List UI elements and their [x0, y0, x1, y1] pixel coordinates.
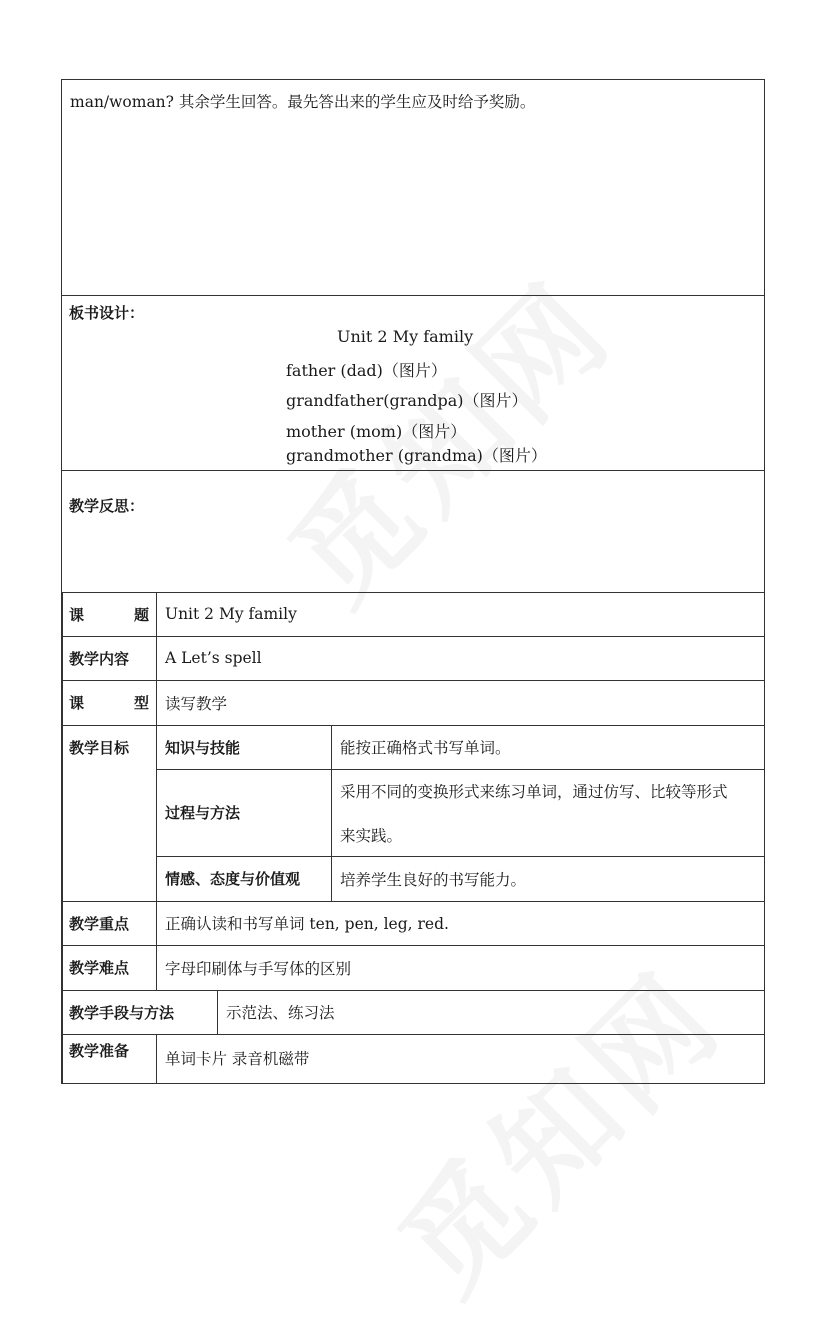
methods-value: 示范法、练习法 [226, 1004, 335, 1022]
objective-knowledge-label: 知识与技能 [165, 738, 241, 757]
board-design-title: Unit 2 My family [337, 327, 474, 346]
key-points-value: 正确认读和书写单词 ten, pen, leg, red. [165, 915, 449, 933]
activity-text: man/woman? 其余学生回答。最先答出来的学生应及时给予奖励。 [70, 93, 536, 111]
reflection-cell [61, 470, 765, 593]
key-points-label: 教学重点 [69, 914, 130, 933]
methods-label: 教学手段与方法 [69, 1003, 175, 1022]
board-line-2: grandfather(grandpa)（图片） [286, 391, 528, 410]
reflection-label: 教学反思： [69, 497, 145, 515]
lesson-table [61, 592, 765, 1084]
objective-emotion-label: 情感、态度与价值观 [165, 870, 301, 888]
board-line-1: father (dad)（图片） [286, 361, 447, 380]
board-design-label: 板书设计： [69, 304, 145, 322]
objective-knowledge-text: 能按正确格式书写单词。 [340, 739, 511, 757]
content-value: A Let’s spell [165, 649, 262, 667]
objective-process-text-1: 采用不同的变换形式来练习单词，通过仿写、比较等形式 [340, 783, 728, 801]
type-value: 读写教学 [165, 694, 228, 713]
objective-process-text-2: 来实践。 [340, 826, 403, 845]
objective-emotion-text: 培养学生良好的书写能力。 [340, 870, 527, 889]
board-line-4: grandmother (grandma)（图片） [286, 446, 547, 465]
board-design-cell [61, 295, 765, 471]
content-label: 教学内容 [69, 649, 130, 668]
activity-cell [61, 79, 765, 296]
type-label: 课 型 [69, 694, 149, 712]
board-line-3: mother (mom)（图片） [286, 422, 467, 441]
difficulties-value: 字母印刷体与手写体的区别 [165, 959, 352, 978]
topic-value: Unit 2 My family [165, 605, 297, 623]
objective-process-label: 过程与方法 [165, 804, 241, 822]
preparation-label: 教学准备 [69, 1041, 130, 1060]
difficulties-label: 教学难点 [69, 959, 130, 977]
preparation-value: 单词卡片 录音机磁带 [165, 1050, 310, 1068]
objectives-label: 教学目标 [69, 738, 130, 757]
topic-label: 课 题 [69, 605, 149, 624]
